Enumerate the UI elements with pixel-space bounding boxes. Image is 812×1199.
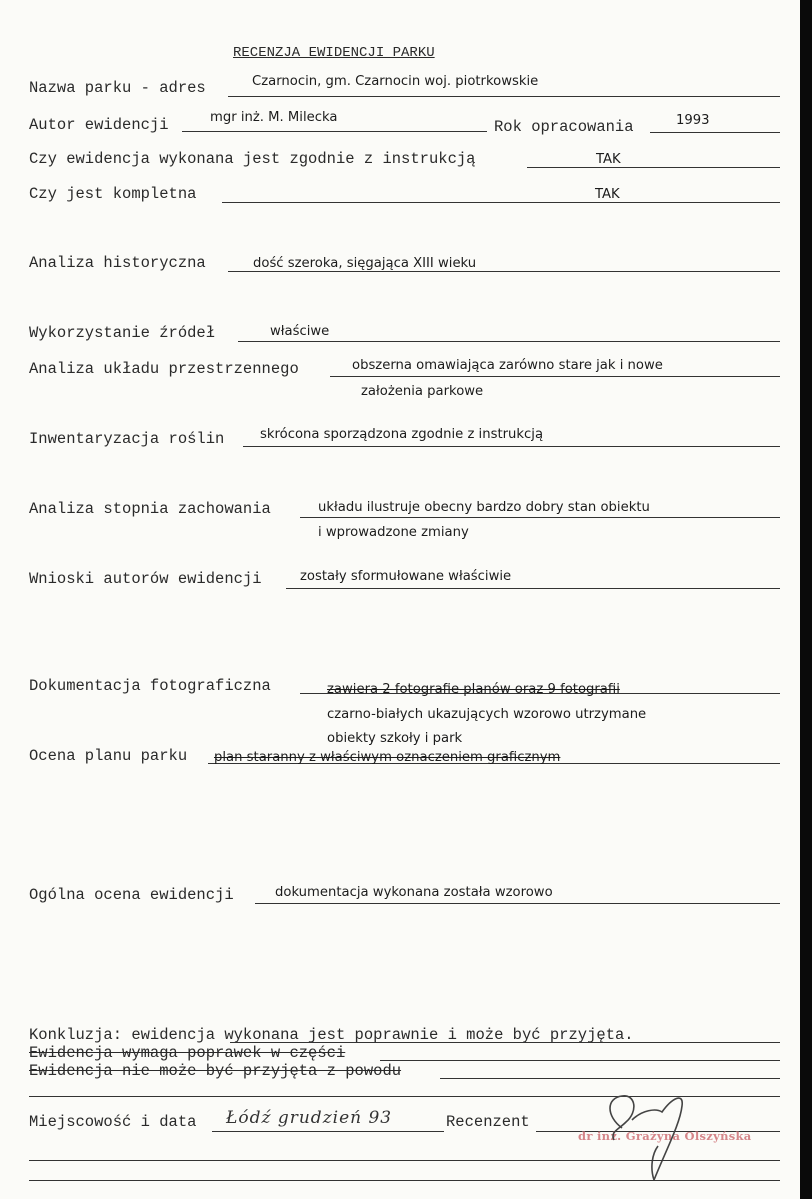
label-inventory: Inwentaryzacja roślin: [29, 430, 225, 448]
label-place-date: Miejscowość i data: [29, 1113, 197, 1131]
value-historical: dość szeroka, sięgająca XIII wieku: [253, 256, 477, 271]
label-sources: Wykorzystanie źródeł: [29, 324, 216, 342]
value-conclusions: zostały sformułowane właściwie: [300, 569, 512, 584]
label-conclusions: Wnioski autorów ewidencji: [29, 570, 262, 588]
conclusion-line-2: Ewidencja wymaga poprawek w części: [29, 1044, 346, 1062]
value-inventory: skrócona sporządzona zgodnie z instrukcją: [260, 427, 544, 442]
label-overall: Ogólna ocena ewidencji: [29, 886, 234, 904]
value-plan-rating: plan staranny z właściwym oznaczeniem graficznym: [214, 750, 561, 765]
label-preservation: Analiza stopnia zachowania: [29, 500, 271, 518]
value-sources: właściwe: [270, 324, 330, 339]
conclusion-line-3: Ewidencja nie może być przyjęta z powodu: [29, 1062, 402, 1080]
line-historical: [228, 271, 780, 272]
line-blank-2: [29, 1160, 780, 1161]
label-historical: Analiza historyczna: [29, 254, 206, 272]
value-year: 1993: [676, 113, 710, 128]
value-preservation-2: i wprowadzone zmiany: [318, 525, 469, 540]
value-layout-2: założenia parkowe: [361, 384, 484, 399]
reviewer-stamp: dr inż. Grażyna Olszyńska: [578, 1129, 752, 1143]
label-year: Rok opracowania: [494, 118, 634, 136]
line-conclusion-3: [440, 1078, 780, 1079]
line-overall: [255, 903, 780, 904]
value-layout-1: obszerna omawiająca zarówno stare jak i nowe: [352, 358, 663, 373]
conclusion-line-1: Konkluzja: ewidencja wykonana jest poprawnie i może być przyjęta.: [29, 1026, 634, 1044]
line-preservation: [300, 517, 780, 518]
line-year: [650, 132, 780, 133]
value-overall: dokumentacja wykonana została wzorowo: [275, 885, 553, 900]
label-author: Autor ewidencji: [29, 116, 169, 134]
value-park-name: Czarnocin, gm. Czarnocin woj. piotrkowskie: [252, 74, 539, 89]
label-photo-doc: Dokumentacja fotograficzna: [29, 677, 271, 695]
line-park-name: [228, 96, 780, 97]
line-conclusions: [286, 588, 780, 589]
value-place-date: Łódź grudzień 93: [226, 1108, 393, 1128]
value-photo-doc-2: czarno-białych ukazujących wzorowo utrzymane: [327, 707, 647, 722]
scan-edge: [800, 0, 812, 1199]
label-reviewer: Recenzent: [446, 1113, 530, 1131]
line-layout: [330, 376, 780, 377]
line-place-date: [212, 1131, 444, 1132]
line-complete: [222, 202, 780, 203]
label-plan-rating: Ocena planu parku: [29, 747, 188, 765]
line-sources: [238, 341, 780, 342]
value-preservation-1: układu ilustruje obecny bardzo dobry stan obiektu: [318, 500, 650, 515]
label-layout: Analiza układu przestrzennego: [29, 360, 299, 378]
label-park-name: Nazwa parku - adres: [29, 79, 206, 97]
form-title: RECENZJA EWIDENCJI PARKU: [233, 45, 435, 61]
label-compliance: Czy ewidencja wykonana jest zgodnie z instrukcją: [29, 150, 476, 168]
value-complete: TAK: [595, 187, 620, 202]
line-conclusion-1: [230, 1042, 780, 1043]
signature-icon: [592, 1088, 702, 1190]
value-photo-doc-3: obiekty szkoły i park: [327, 731, 463, 746]
line-inventory: [243, 446, 780, 447]
line-blank-3: [29, 1180, 780, 1181]
value-compliance: TAK: [596, 152, 621, 167]
value-author: mgr inż. M. Milecka: [210, 110, 338, 125]
line-compliance: [527, 167, 780, 168]
line-author: [182, 131, 487, 132]
value-photo-doc-1: zawiera 2 fotografie planów oraz 9 fotografii: [327, 682, 620, 697]
line-conclusion-2: [380, 1060, 780, 1061]
label-complete: Czy jest kompletna: [29, 185, 197, 203]
